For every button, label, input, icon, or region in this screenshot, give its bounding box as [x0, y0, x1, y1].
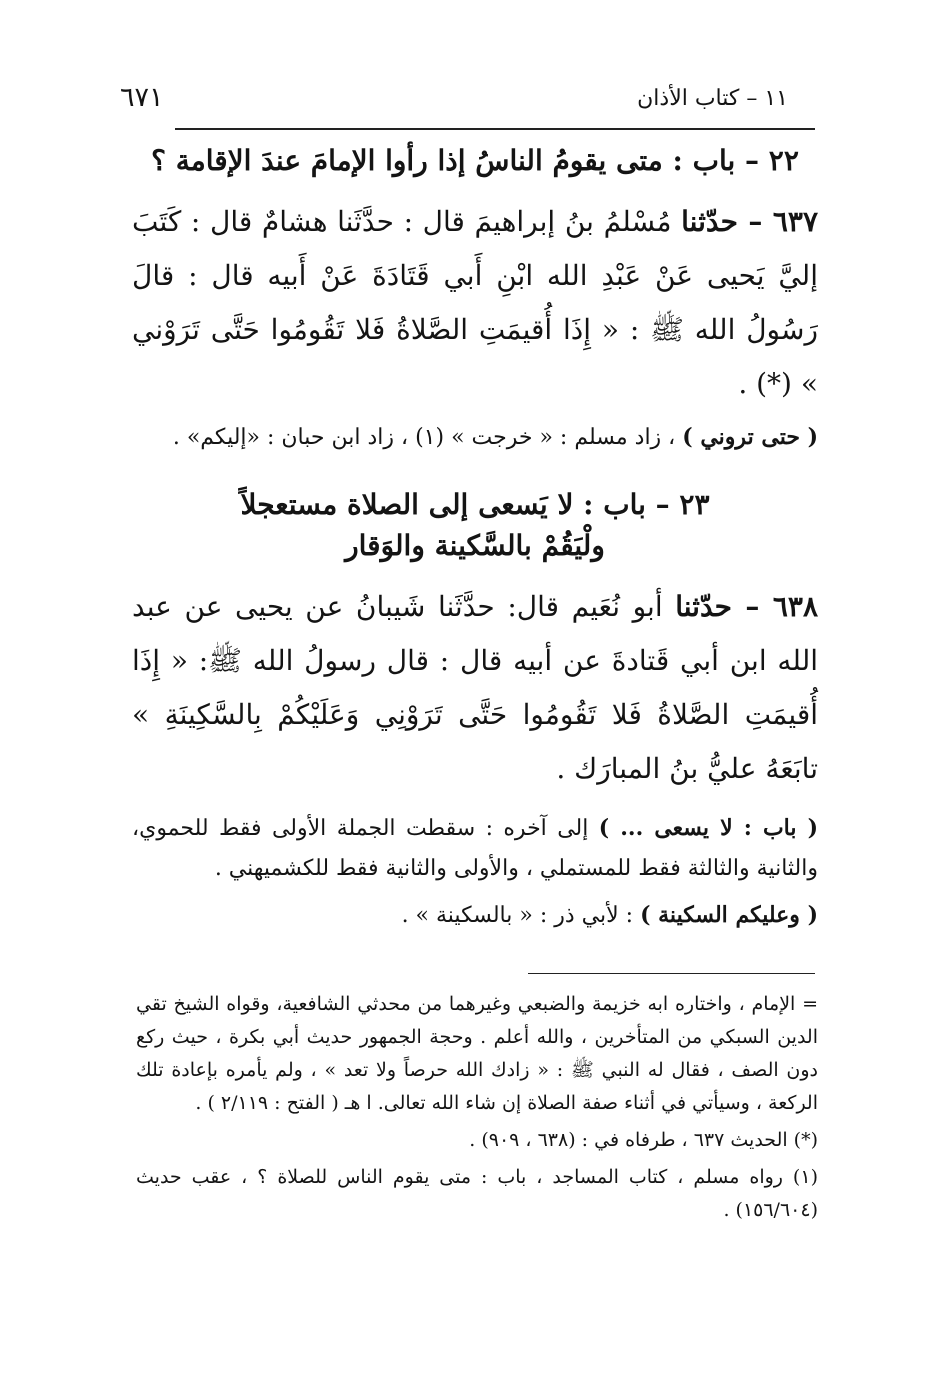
page-number: ٦٧١ — [120, 82, 164, 113]
section-23-heading-line2: ولْيَقُمْ بالسَّكينة والوَقار — [345, 529, 605, 562]
main-text — [132, 140, 818, 936]
note-638-b-term: ( وعليكم السكينة ) — [640, 902, 818, 928]
header-rule — [175, 128, 815, 130]
hadith-637 — [132, 195, 818, 411]
footnote-star: (*) الحديث ٦٣٧ ، طرفاه في : (٦٣٨ ، ٩٠٩) . — [469, 1129, 818, 1151]
hadith-638-text: أبو نُعَيم قال: حدَّثَنا شَيبانُ عن يحيى عن عبد الله ابن أبي قَتادةَ عن أبيه قال : قال رسولُ الله ﷺ: « إِذَا أُقيمَتِ الصَّلاةُ فَلا تَقُومُوا حَتَّى تَرَوْنِي وَعَلَيْكُمْ بِالسَّكِينَةِ » تابَعَهُ عليُّ بنُ المبارَك . — [132, 590, 818, 785]
note-637-term: ( حتى تروني ) — [682, 424, 818, 450]
note-638-a-term: ( باب : لا يسعى ... ) — [598, 815, 819, 841]
footnote-1: (١) رواه مسلم ، كتاب المساجد ، باب : متى يقوم الناس للصلاة ؟ ، عقب حديث (١٥٦/٦٠٤) . — [136, 1166, 818, 1221]
footnote-continuation: = الإمام ، واختاره ابه خزيمة والضبعي وغيرهما من محدثي الشافعية، وقواه الشيخ تقي الدين السبكي من المتأخرين ، والله أعلم . وحجة الجمهور حديث أبي بكرة ، حيث ركع دون الصف ، فقال له النبي ﷺ : « زادك الله حرصاً ولا تعد » ، ولم يأمره بإعادة تلك الركعة ، وسيأتي في أثناء صفة الصلاة إن شاء الله تعالى. ا هـ ( الفتح : ٢/١١٩ ) . — [136, 993, 818, 1114]
hadith-637-text: مُسْلمُ بنُ إبراهيمَ قال : حدَّثَنا هشامٌ قال : كَتَبَ إليَّ يَحيى عَنْ عَبْدِ الله ابْنِ أَبي قَتَادَةَ عَنْ أَبيه قال : قالَ رَسُولُ الله ﷺ : « إِذَا أُقيمَتِ الصَّلاةُ فَلا تَقُومُوا حَتَّى تَرَوْني » (*) . — [132, 205, 818, 400]
hadith-638-number: ٦٣٨ – حدّثنا — [675, 590, 818, 623]
note-637-text: ، زاد مسلم : « خرجت » (١) ، زاد ابن حبان : «إليكم» . — [172, 425, 683, 450]
hadith-637-number: ٦٣٧ – حدّثنا — [681, 205, 818, 238]
section-23-heading-line1: ٢٣ – باب : لا يَسعى إلى الصلاة مستعجلاً — [240, 488, 710, 521]
hadith-638 — [132, 580, 818, 796]
footnote-rule — [528, 973, 815, 974]
note-638-b — [132, 895, 818, 936]
footnotes — [136, 988, 818, 1227]
note-638-b-text: : لأبي ذر : « بالسكينة » . — [401, 903, 641, 928]
section-22-heading: ٢٢ – باب : متى يقومُ الناسُ إذا رأوا الإمامَ عندَ الإقامة ؟ — [151, 144, 799, 177]
note-638-a-text: إلى آخره : سقطت الجملة الأولى فقط للحموي، والثانية والثالثة فقط للمستملي ، والأولى والثانية فقط للكشميهني . — [132, 816, 818, 881]
note-637 — [132, 417, 818, 458]
running-title: ١١ – كتاب الأذان — [637, 86, 788, 111]
note-638-a — [132, 808, 818, 889]
